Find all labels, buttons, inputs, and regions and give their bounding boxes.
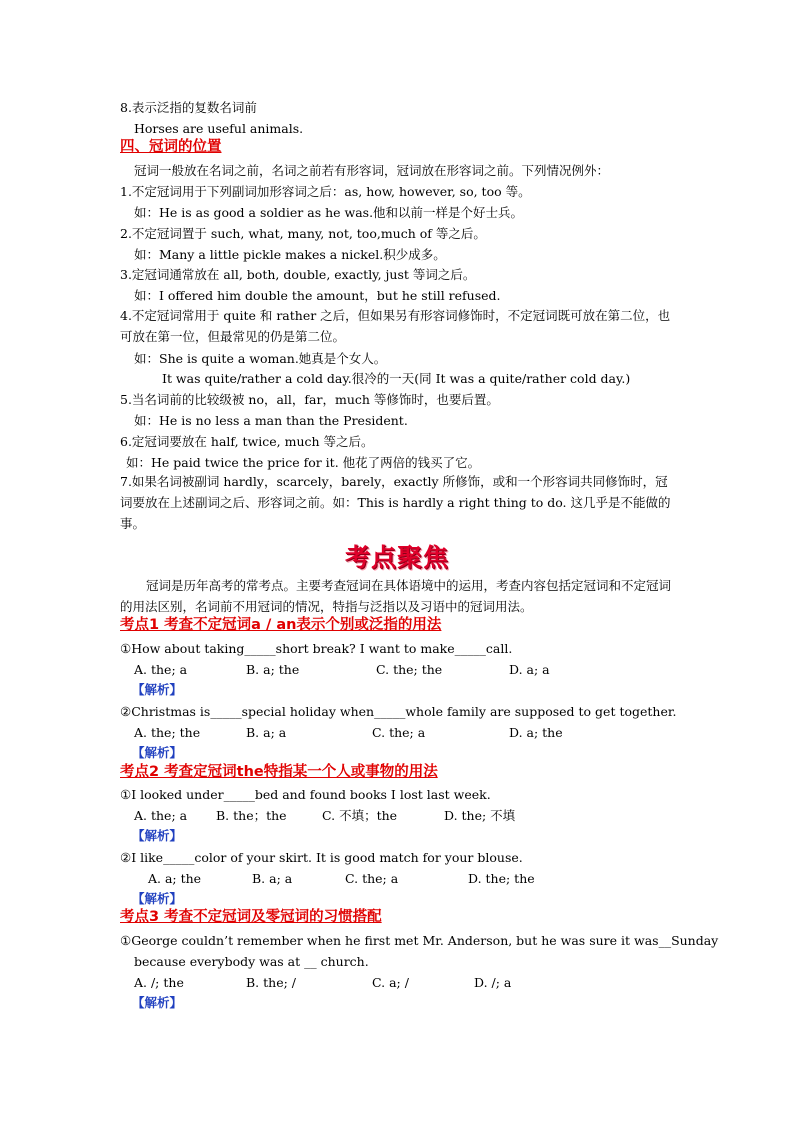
q2-1-option-d: D. the; 不填 (444, 808, 516, 823)
rule-8-example: Horses are useful animals. (134, 121, 304, 136)
overview-paragraph: 冠词是历年高考的常考点。主要考查冠词在具体语境中的运用，考查内容包括定冠词和不定冠词的用法区别，名词前不用冠词的情况，特指与泛指以及习语中的冠词用法。 (120, 578, 672, 614)
q2-1-option-c: C. 不填；the (322, 808, 398, 823)
q2-2-analysis-label: 【解析】 (132, 891, 183, 906)
q1-1-stem: ①How about taking_____short break? I want to make_____call. (120, 641, 513, 656)
rule-5-example: 如：He is no less a man than the President. (134, 413, 408, 428)
rule-5: 5.当名词前的比较级被 no，all，far，much 等修饰时，也要后置。 (120, 392, 499, 407)
q1-1-option-a: A. the; a (134, 662, 188, 677)
rule-4: 4.不定冠词常用于 quite 和 rather 之后，但如果另有形容词修饰时，不定冠词既可放在第二位，也可放在第一位，但最常见的仍是第二位。 (120, 308, 671, 344)
q1-2-stem: ②Christmas is_____special holiday when_____whole family are supposed to get together. (120, 704, 677, 719)
rule-6-example: 如：He paid twice the price for it. 他花了两倍的钱买了它。 (126, 455, 481, 470)
q1-1-option-c: C. the; the (376, 662, 443, 677)
q1-2-option-b: B. a; a (246, 725, 287, 740)
section-4-intro: 冠词一般放在名词之前，名词之前若有形容词，冠词放在形容词之前。下列情况例外： (134, 163, 610, 178)
kaodian-2-title: 考点2 考查定冠词the特指某一个人或事物的用法 (120, 764, 438, 780)
q1-2-option-a: A. the; the (134, 725, 201, 740)
banner-title: 考点聚焦 (344, 543, 449, 572)
q2-1-analysis-label: 【解析】 (132, 828, 183, 843)
rule-1: 1.不定冠词用于下列副词加形容词之后：as, how, however, so, too 等。 (120, 184, 531, 199)
kaodian-3-title: 考点3 考查不定冠词及零冠词的习惯搭配 (120, 909, 382, 925)
kaodian-1-title: 考点1 考查不定冠词a / an表示个别或泛指的用法 (120, 617, 442, 633)
q2-1-stem: ①I looked under_____bed and found books I lost last week. (120, 787, 491, 802)
q3-1-option-b: B. the; / (246, 975, 296, 990)
q1-1-option-d: D. a; a (509, 662, 550, 677)
q3-1-analysis-label: 【解析】 (132, 995, 183, 1010)
q1-2-option-d: D. a; the (509, 725, 563, 740)
section-4-heading: 四、冠词的位置 (120, 139, 222, 155)
rule-3-example: 如：I offered him double the amount，but he still refused. (134, 288, 501, 303)
q2-2-option-d: D. the; the (468, 871, 535, 886)
rule-8-title: 8.表示泛指的复数名词前 (120, 100, 257, 115)
q3-1-stem: ①George couldn’t remember when he first met Mr. Anderson, but he was sure it was__Sunday (120, 933, 719, 948)
q1-1-analysis-label: 【解析】 (132, 682, 183, 697)
q1-1-option-b: B. a; the (246, 662, 300, 677)
q1-2-analysis-label: 【解析】 (132, 745, 183, 760)
q3-1-stem-2: because everybody was at __ church. (134, 954, 369, 969)
q1-2-option-c: C. the; a (372, 725, 426, 740)
rule-1-example: 如：He is as good a soldier as he was.他和以前一样是个好士兵。 (134, 205, 524, 220)
q2-2-stem: ②I like_____color of your skirt. It is good match for your blouse. (120, 850, 523, 865)
rule-6: 6.定冠词要放在 half, twice, much 等之后。 (120, 434, 374, 449)
q2-1-option-b: B. the；the (216, 808, 287, 823)
rule-4-example-2: It was quite/rather a cold day.很冷的一天(同 It was a quite/rather cold day.) (162, 371, 631, 386)
q2-1-option-a: A. the; a (134, 808, 188, 823)
q2-2-option-c: C. the; a (345, 871, 399, 886)
q2-2-option-a: A. a; the (148, 871, 202, 886)
rule-2-example: 如：Many a little pickle makes a nickel.积少成多。 (134, 247, 446, 262)
rule-2: 2.不定冠词置于 such, what, many, not, too,much of 等之后。 (120, 226, 486, 241)
rule-7: 7.如果名词被副词 hardly，scarcely，barely，exactly 所修饰，或和一个形容词共同修饰时，冠词要放在上述副词之后、形容词之前。如：This is hardly a right thing to do. 这几乎是不能做的事。 (120, 474, 671, 531)
q3-1-option-a: A. /; the (134, 975, 184, 990)
q3-1-option-c: C. a; / (372, 975, 409, 990)
q2-2-option-b: B. a; a (252, 871, 293, 886)
rule-4-example: 如：She is quite a woman.她真是个女人。 (134, 351, 387, 366)
q3-1-option-d: D. /; a (474, 975, 512, 990)
rule-3: 3.定冠词通常放在 all, both, double, exactly, just 等词之后。 (120, 267, 476, 282)
